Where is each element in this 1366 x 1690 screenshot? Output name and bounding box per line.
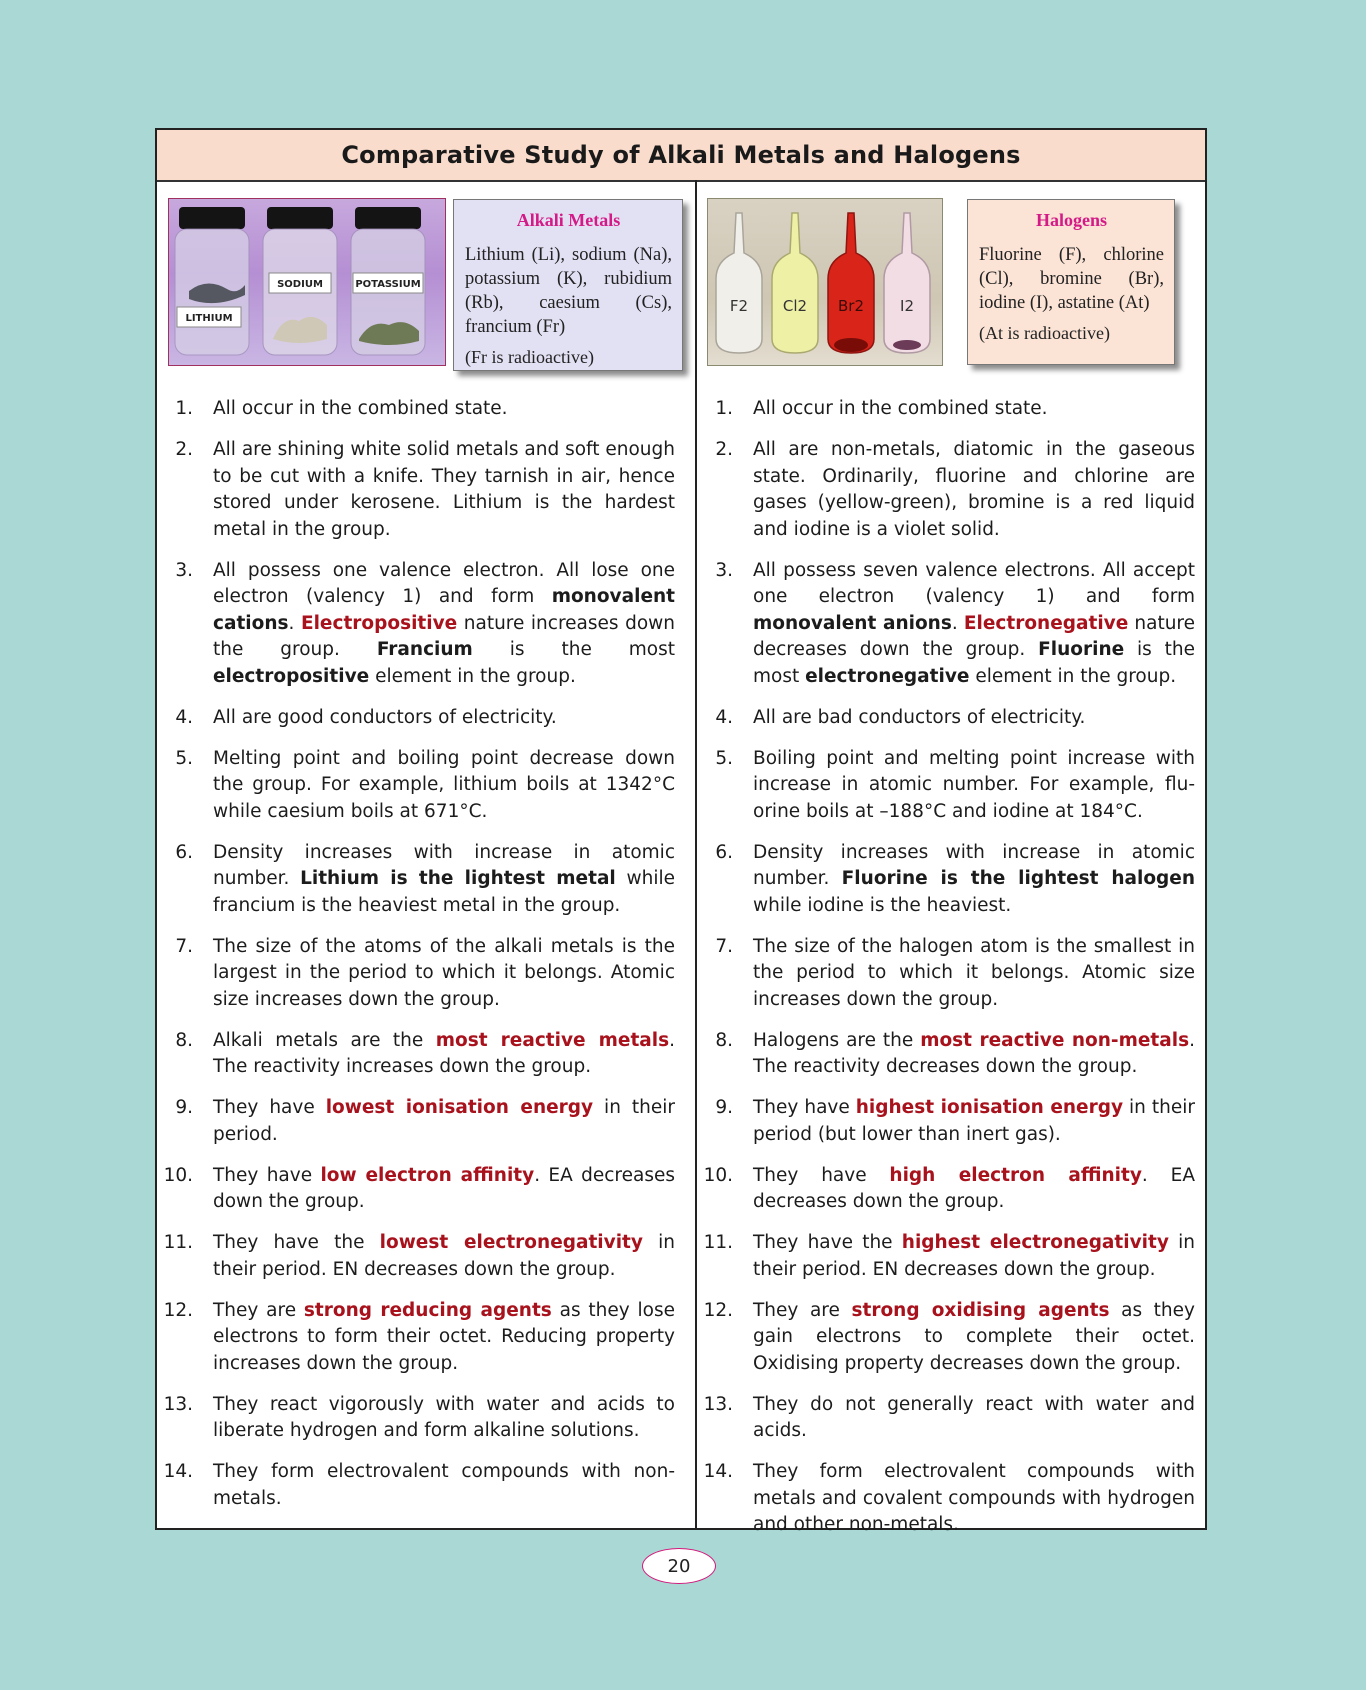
halogens-info-box bbox=[967, 199, 1175, 365]
halogens-list-item bbox=[697, 1298, 1207, 1378]
item-number: 11. bbox=[703, 1232, 733, 1253]
item-text: . EA decreases down the group. bbox=[213, 1164, 675, 1212]
item-text: They have the bbox=[213, 1232, 380, 1253]
item-text: Density increases with increase in atomic number. bbox=[753, 841, 1195, 889]
item-text: They are bbox=[213, 1299, 304, 1321]
item-number: 12. bbox=[163, 1299, 193, 1321]
item-text: while francium is the heaviest metal in the group. bbox=[213, 868, 675, 916]
halogens-list-item bbox=[697, 1459, 1207, 1539]
item-text: element in the group. bbox=[969, 665, 1177, 687]
item-text: . EA decreases down the group. bbox=[753, 1164, 1195, 1212]
item-number: 14. bbox=[163, 1461, 193, 1482]
highlight-text: high electron affinity bbox=[889, 1164, 1142, 1186]
item-text: as they gain electrons to complete their octet. Oxidising property decreases down the group. bbox=[753, 1299, 1195, 1374]
item-text: They have bbox=[753, 1097, 856, 1118]
item-number: 10. bbox=[703, 1164, 733, 1186]
item-number: 13. bbox=[703, 1393, 733, 1415]
item-text: All occur in the combined state. bbox=[753, 398, 1048, 419]
highlight-text: highest electronegativity bbox=[901, 1232, 1169, 1253]
alkali-list-item bbox=[157, 934, 687, 1014]
bold-text: monovalent anions bbox=[753, 612, 952, 634]
item-text: . bbox=[951, 612, 964, 634]
highlight-text: low electron affinity bbox=[320, 1164, 535, 1186]
item-text: in their period. EN decreases down the group. bbox=[753, 1232, 1195, 1280]
halogens-box-body: Fluorine (F), chlorine (Cl), bromine (Br), iodine (I), astatine (At) bbox=[979, 245, 1164, 313]
item-text: All are shining white solid metals and soft enough to be cut with a knife. They tarnish in air, hence stored under kerosene. Lithium is the hardest metal in the group. bbox=[213, 439, 675, 540]
item-number: 8. bbox=[715, 1029, 733, 1051]
halogens-list-item bbox=[697, 1230, 1207, 1283]
bold-text: Fluorine is the lightest halogen bbox=[841, 868, 1195, 889]
alkali-list-item bbox=[157, 1459, 687, 1512]
halogens-list-item bbox=[697, 437, 1207, 543]
item-text: They have bbox=[213, 1164, 321, 1186]
alkali-list-item bbox=[157, 1392, 687, 1445]
highlight-text: Electronegative bbox=[963, 612, 1129, 634]
item-number: 12. bbox=[703, 1299, 733, 1321]
item-text: in their period. EN decreases down the group. bbox=[213, 1232, 675, 1280]
bold-text: Fluorine bbox=[1038, 639, 1125, 660]
item-number: 1. bbox=[715, 398, 733, 419]
item-number: 3. bbox=[715, 559, 733, 581]
item-number: 6. bbox=[715, 841, 733, 863]
comparison-table bbox=[155, 128, 1207, 1535]
item-text: nature decreases down the group. bbox=[753, 612, 1196, 660]
item-text: is the most bbox=[472, 639, 676, 660]
item-text: All are good conductors of electricity. bbox=[213, 706, 557, 728]
highlight-text: most reactive non-metals bbox=[920, 1029, 1190, 1051]
item-text: All are bad conductors of electricity. bbox=[753, 706, 1086, 728]
bold-text: Francium bbox=[376, 639, 473, 660]
cl2-label: Cl2 bbox=[782, 297, 808, 315]
alkali-list-item bbox=[157, 1095, 687, 1148]
highlight-text: highest ionisation energy bbox=[855, 1097, 1124, 1118]
alkali-metals-box-title: Alkali Metals bbox=[516, 210, 621, 230]
item-number: 9. bbox=[715, 1097, 733, 1118]
item-text: Boiling point and melting point increase with increase in atomic number. For example, flu-orine boils at –188°C and iodine at 184°C. bbox=[753, 747, 1195, 822]
item-text: They form electrovalent compounds with metals and covalent compounds with hydrogen and other non-metals. bbox=[753, 1461, 1195, 1535]
item-number: 14. bbox=[703, 1461, 733, 1482]
alkali-metals-box-body: Lithium (Li), sodium (Na), potassium (K), rubidium (Rb), caesium (Cs), francium (Fr) bbox=[465, 245, 672, 337]
item-number: 6. bbox=[175, 841, 193, 863]
halogens-box-note: (At is radioactive) bbox=[979, 323, 1110, 343]
item-text: They have bbox=[753, 1164, 890, 1186]
bold-text: monovalent cations bbox=[213, 586, 675, 634]
alkali-list-item bbox=[157, 558, 687, 691]
item-number: 3. bbox=[175, 559, 193, 581]
halogens-photo bbox=[707, 198, 943, 366]
halogens-list-item bbox=[697, 934, 1207, 1014]
sodium-label: SODIUM bbox=[277, 279, 323, 290]
item-text: Melting point and boiling point decrease down the group. For example, lithium boils at 1342°C while caesium boils at 671°C. bbox=[213, 747, 675, 822]
page-title: Comparative Study of Alkali Metals and Halogens bbox=[157, 130, 1205, 182]
item-text: They have the bbox=[753, 1232, 902, 1253]
halogens-list-item bbox=[697, 558, 1207, 691]
halogens-list-item bbox=[697, 1095, 1207, 1148]
halogens-list-item bbox=[697, 1392, 1207, 1445]
item-number: 9. bbox=[175, 1097, 193, 1118]
item-text: is the most bbox=[753, 639, 1195, 687]
item-text: in their period. bbox=[213, 1097, 675, 1145]
item-number: 5. bbox=[175, 747, 193, 769]
item-text: Halogens are the bbox=[753, 1029, 921, 1051]
item-text: The size of the atoms of the alkali metals is the largest in the period to which it belongs. Atomic size increases down the group. bbox=[213, 935, 675, 1010]
alkali-list-item bbox=[157, 840, 687, 920]
i2-label: I2 bbox=[900, 297, 914, 315]
item-text: in their period (but lower than inert gas). bbox=[753, 1097, 1195, 1145]
f2-label: F2 bbox=[729, 297, 749, 315]
halogens-list-item bbox=[697, 705, 1207, 732]
alkali-list-item bbox=[157, 1163, 687, 1216]
alkali-list-item bbox=[157, 1298, 687, 1378]
alkali-properties-list bbox=[157, 396, 687, 1527]
br2-label: Br2 bbox=[837, 297, 865, 315]
item-number: 10. bbox=[163, 1164, 193, 1186]
highlight-text: lowest ionisation energy bbox=[325, 1097, 594, 1118]
potassium-label: POTASSIUM bbox=[355, 279, 421, 290]
lithium-label: LITHIUM bbox=[185, 313, 233, 324]
alkali-list-item bbox=[157, 437, 687, 543]
alkali-list-item bbox=[157, 746, 687, 826]
item-text: . bbox=[288, 612, 301, 634]
item-text: . The reactivity decreases down the group. bbox=[753, 1029, 1195, 1077]
item-number: 11. bbox=[163, 1232, 193, 1253]
alkali-list-item bbox=[157, 1230, 687, 1283]
bold-text: electropositive bbox=[213, 665, 370, 687]
halogens-list-item bbox=[697, 396, 1207, 423]
item-text: All are non-metals, diatomic in the gaseous state. Ordinarily, fluorine and chlorine are gases (yellow-green), bromine is a red liquid and iodine is a violet solid. bbox=[753, 439, 1195, 540]
item-text: Density increases with increase in atomic number. bbox=[213, 841, 675, 889]
item-text: They react vigorously with water and acids to liberate hydrogen and form alkaline solutions. bbox=[213, 1393, 675, 1441]
alkali-metals-box-note: (Fr is radioactive) bbox=[465, 347, 594, 367]
item-number: 4. bbox=[715, 706, 733, 728]
item-number: 5. bbox=[715, 747, 733, 769]
item-text: They do not generally react with water and acids. bbox=[753, 1393, 1195, 1441]
halogen-properties-list bbox=[697, 396, 1207, 1553]
item-text: Alkali metals are the bbox=[213, 1029, 436, 1051]
highlight-text: strong oxidising agents bbox=[851, 1299, 1110, 1321]
item-number: 2. bbox=[715, 439, 733, 460]
page-number: 20 bbox=[642, 1548, 716, 1584]
item-text: All possess seven valence electrons. All accept one electron (valency 1) and form bbox=[753, 559, 1195, 607]
bold-text: Lithium is the lightest metal bbox=[300, 868, 616, 889]
item-number: 7. bbox=[175, 935, 193, 957]
highlight-text: lowest electronegativity bbox=[379, 1232, 643, 1253]
item-text: while iodine is the heaviest. bbox=[753, 894, 1012, 916]
item-text: The size of the halogen atom is the smallest in the period to which it belongs. Atomic size increases down the group. bbox=[753, 935, 1195, 1010]
item-text: All possess one valence electron. All lose one electron (valency 1) and form bbox=[213, 559, 675, 607]
item-text: nature increases down the group. bbox=[213, 612, 675, 660]
alkali-list-item bbox=[157, 396, 687, 423]
highlight-text: strong reducing agents bbox=[303, 1299, 552, 1321]
highlight-text: Electropositive bbox=[300, 612, 458, 634]
item-number: 7. bbox=[715, 935, 733, 957]
halogens-list-item bbox=[697, 1163, 1207, 1216]
item-number: 2. bbox=[175, 439, 193, 460]
bold-text: electronegative bbox=[805, 665, 970, 687]
item-text: They are bbox=[753, 1299, 852, 1321]
item-number: 4. bbox=[175, 706, 193, 728]
alkali-list-item bbox=[157, 1028, 687, 1081]
highlight-text: most reactive metals bbox=[435, 1029, 670, 1051]
item-text: They have bbox=[213, 1097, 326, 1118]
alkali-metals-photo bbox=[168, 198, 446, 366]
item-text: All occur in the combined state. bbox=[213, 398, 508, 419]
alkali-metals-info-box bbox=[453, 199, 683, 371]
item-text: . The reactivity increases down the group. bbox=[213, 1029, 676, 1077]
halogens-box-title: Halogens bbox=[1035, 210, 1107, 230]
alkali-list-item bbox=[157, 705, 687, 732]
item-text: They form electrovalent compounds with non-metals. bbox=[213, 1461, 675, 1509]
halogens-list-item bbox=[697, 1028, 1207, 1081]
halogens-list-item bbox=[697, 746, 1207, 826]
halogens-list-item bbox=[697, 840, 1207, 920]
item-number: 13. bbox=[163, 1393, 193, 1415]
item-text: as they lose electrons to form their octet. Reducing property increases down the group. bbox=[213, 1299, 675, 1374]
item-text: element in the group. bbox=[369, 665, 576, 687]
item-number: 8. bbox=[175, 1029, 193, 1051]
item-number: 1. bbox=[175, 398, 193, 419]
